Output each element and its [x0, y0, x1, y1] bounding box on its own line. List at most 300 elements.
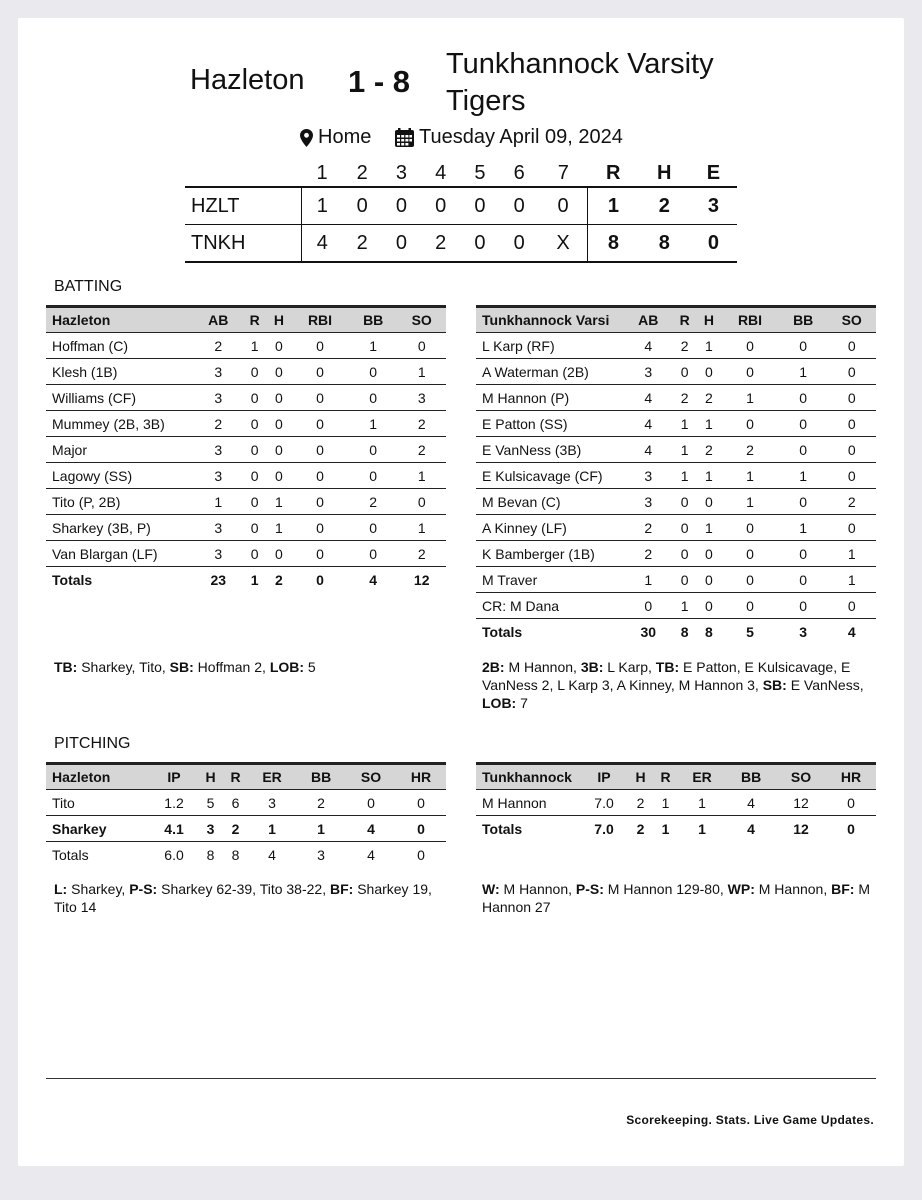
totals-cell: 3 [799, 623, 808, 640]
stat-cell: 0 [291, 463, 349, 489]
table-row [46, 816, 446, 842]
stat-cell: 0 [827, 515, 876, 541]
note-label: LOB: [269, 659, 305, 675]
stat-cell: 0 [291, 333, 349, 359]
stat-cell: 0 [267, 463, 291, 489]
note-text: M Hannon, [504, 659, 581, 675]
stat-cell: 5 [198, 790, 223, 816]
stat-cell: 0 [243, 437, 267, 463]
stat-cell: 0 [697, 359, 721, 385]
stat-cell: 1 [827, 541, 876, 567]
totals-cell: 8 [206, 846, 215, 863]
stat-cell: 0 [673, 489, 697, 515]
stat-cell: 0 [396, 816, 446, 842]
stat-cell: 3 [194, 359, 243, 385]
game-date [395, 126, 623, 149]
totals-cell: 12 [793, 820, 809, 837]
totals-label: Totals [482, 623, 523, 640]
stat-cell: 7.0 [580, 790, 628, 816]
totals-row [476, 619, 876, 645]
stat-cell: 0 [267, 437, 291, 463]
pitching-team-header: Hazleton [46, 764, 150, 790]
column-header: ER [678, 764, 726, 790]
player-name-cell: Sharkey [46, 816, 150, 842]
inning-cell: 0 [500, 225, 539, 263]
table-row [46, 333, 446, 359]
away-pitching-notes [54, 880, 434, 916]
stat-cell: 1 [397, 359, 446, 385]
stat-cell: 4 [624, 385, 673, 411]
totals-cell: 8 [231, 846, 240, 863]
linescore-header-team [185, 160, 302, 187]
totals-cell: 3 [317, 846, 325, 863]
note-label: 2B: [482, 659, 505, 675]
stat-cell: 0 [346, 790, 396, 816]
column-header: HR [396, 764, 446, 790]
inning-header: 4 [435, 161, 447, 184]
stat-cell: 1 [779, 515, 828, 541]
note-text: 7 [516, 695, 528, 711]
line-score-team: HZLT [185, 187, 302, 225]
pitching-team-header: Tunkhannock [476, 764, 580, 790]
column-header: H [198, 764, 223, 790]
stat-cell: 0 [291, 385, 349, 411]
table-row [476, 437, 876, 463]
stat-cell: 0 [267, 333, 291, 359]
stat-cell: 2 [673, 333, 697, 359]
totals-cell: 0 [847, 820, 855, 837]
totals-cell: 23 [210, 571, 227, 588]
stat-cell: 3 [198, 816, 223, 842]
stat-cell: 0 [827, 593, 876, 619]
stat-cell: 3 [624, 463, 673, 489]
stat-cell: 0 [779, 593, 828, 619]
player-name-cell: A Waterman (2B) [476, 359, 624, 385]
table-row [46, 541, 446, 567]
batting-section-title: BATTING [54, 278, 123, 295]
stat-cell: 0 [673, 515, 697, 541]
stat-cell: 2 [194, 411, 243, 437]
stat-cell: 3 [194, 437, 243, 463]
inning-cell: 0 [500, 187, 539, 225]
stat-cell: 0 [267, 411, 291, 437]
column-header: SO [397, 307, 446, 333]
runs-cell: 1 [588, 187, 639, 225]
player-name-cell: Lagowy (SS) [46, 463, 194, 489]
table-row [46, 515, 446, 541]
table-row [476, 790, 876, 816]
player-name-cell: Hoffman (C) [46, 333, 194, 359]
player-name-cell: Klesh (1B) [46, 359, 194, 385]
away-pitching-table [46, 762, 446, 867]
stat-cell: 2 [194, 333, 243, 359]
note-text: M Hannon, [754, 881, 832, 897]
table-row [46, 489, 446, 515]
stat-cell: 1 [779, 359, 828, 385]
player-name-cell: A Kinney (LF) [476, 515, 624, 541]
stat-cell: 1 [827, 567, 876, 593]
stat-cell: 0 [624, 593, 673, 619]
totals-cell: 1 [698, 820, 706, 837]
player-name-cell: Van Blargan (LF) [46, 541, 194, 567]
stat-cell: 2 [397, 411, 446, 437]
pitching-section-title: PITCHING [54, 735, 131, 752]
player-name-cell: M Bevan (C) [476, 489, 624, 515]
stat-cell: 1 [653, 790, 678, 816]
stat-cell: 1 [397, 515, 446, 541]
final-score: 1 - 8 [348, 64, 411, 99]
table-row [46, 463, 446, 489]
home-batting-notes [482, 658, 876, 712]
stat-cell: 0 [243, 489, 267, 515]
inning-cell: 1 [302, 187, 343, 225]
table-row [476, 385, 876, 411]
stat-cell: 1 [673, 437, 697, 463]
totals-label: Totals [52, 846, 89, 863]
column-header: H [697, 307, 721, 333]
stat-cell: 1 [349, 333, 398, 359]
note-text: Sharkey 19, Tito 14 [54, 881, 436, 915]
column-header: R [243, 307, 267, 333]
stat-cell: 0 [291, 489, 349, 515]
stat-cell: 0 [349, 515, 398, 541]
stat-cell: 0 [779, 437, 828, 463]
stat-cell: 2 [349, 489, 398, 515]
stat-cell: 1 [678, 790, 726, 816]
stat-cell: 1 [397, 463, 446, 489]
player-name-cell: CR: M Dana [476, 593, 624, 619]
batting-team-header: Tunkhannock Varsi [476, 307, 624, 333]
note-label: L: [54, 881, 68, 897]
totals-cell: 4 [847, 623, 856, 640]
table-row [46, 385, 446, 411]
stat-cell: 1 [267, 515, 291, 541]
player-name-cell: M Hannon [476, 790, 580, 816]
stat-cell: 0 [291, 359, 349, 385]
totals-cell: 4 [268, 846, 276, 863]
stat-cell: 0 [827, 437, 876, 463]
stat-cell: 2 [397, 541, 446, 567]
stat-cell: 1 [673, 593, 697, 619]
column-header: SO [827, 307, 876, 333]
note-label: BF: [831, 881, 855, 897]
stat-cell: 0 [721, 593, 779, 619]
calendar-icon [395, 128, 414, 147]
note-text: 5 [304, 659, 316, 675]
totals-cell: 4 [369, 571, 378, 588]
away-batting-table [46, 305, 446, 592]
stat-cell: 2 [697, 385, 721, 411]
note-label: SB: [762, 677, 787, 693]
table-row [46, 411, 446, 437]
player-name-cell: E Patton (SS) [476, 411, 624, 437]
note-label: BF: [329, 881, 354, 897]
note-text: L Karp, [603, 659, 656, 675]
stat-cell: 0 [349, 385, 398, 411]
stat-cell: 1 [779, 463, 828, 489]
totals-cell: 7.0 [594, 820, 614, 837]
stat-cell: 1 [721, 385, 779, 411]
note-text: Sharkey, [67, 881, 130, 897]
stat-cell: 0 [721, 333, 779, 359]
stat-cell: 2 [697, 437, 721, 463]
stat-cell: 0 [697, 489, 721, 515]
stat-cell: 0 [779, 541, 828, 567]
hits-header: H [657, 161, 672, 184]
stat-cell: 0 [721, 411, 779, 437]
stat-cell: 0 [827, 333, 876, 359]
stat-cell: 0 [291, 437, 349, 463]
stat-cell: 0 [243, 463, 267, 489]
stat-cell: 3 [624, 489, 673, 515]
totals-cell: 4 [367, 846, 375, 863]
stat-cell: 0 [827, 385, 876, 411]
column-header: IP [580, 764, 628, 790]
inning-header: 2 [356, 161, 368, 184]
column-header: HR [826, 764, 876, 790]
totals-cell: 6.0 [164, 846, 184, 863]
player-name-cell: Mummey (2B, 3B) [46, 411, 194, 437]
boxscore-page [18, 18, 904, 1166]
totals-label: Totals [52, 571, 93, 588]
stat-cell: 0 [779, 333, 828, 359]
stat-cell: 0 [397, 333, 446, 359]
column-header: ER [248, 764, 296, 790]
home-batting-table [476, 305, 876, 644]
stat-cell: 1 [697, 333, 721, 359]
column-header: RBI [721, 307, 779, 333]
stat-cell: 2 [624, 541, 673, 567]
note-text: M Hannon 129-80, [603, 881, 728, 897]
column-header: AB [194, 307, 243, 333]
totals-cell: 12 [413, 571, 430, 588]
stat-cell: 4 [346, 816, 396, 842]
note-label: LOB: [482, 695, 517, 711]
stat-cell: 2 [397, 437, 446, 463]
line-score-table [185, 160, 737, 263]
stat-cell: 1 [673, 411, 697, 437]
inning-cell: 0 [382, 187, 421, 225]
stat-cell: 0 [243, 515, 267, 541]
player-name-cell: Tito [46, 790, 150, 816]
map-pin-icon [300, 129, 313, 147]
away-team-name: Hazleton [190, 64, 305, 96]
stat-cell: 1 [267, 489, 291, 515]
home-pitching-notes [482, 880, 876, 916]
column-header: H [628, 764, 653, 790]
stat-cell: 1 [248, 816, 296, 842]
inning-cell: 0 [343, 187, 382, 225]
totals-cell: 2 [636, 820, 645, 837]
stat-cell: 0 [397, 489, 446, 515]
note-label: W: [482, 881, 500, 897]
inning-cell: 2 [421, 225, 460, 263]
totals-cell: 1 [661, 820, 670, 837]
stat-cell: 3 [194, 515, 243, 541]
footer-tagline: Scorekeeping. Stats. Live Game Updates. [626, 1113, 874, 1127]
stat-cell: 0 [673, 541, 697, 567]
stat-cell: 0 [349, 541, 398, 567]
totals-cell: 0 [316, 571, 324, 588]
stat-cell: 0 [243, 541, 267, 567]
table-row [46, 790, 446, 816]
table-row [476, 489, 876, 515]
note-label: TB: [655, 659, 680, 675]
stat-cell: 0 [267, 385, 291, 411]
note-text: M Hannon, [499, 881, 576, 897]
note-text: M Hannon 27 [482, 881, 874, 915]
inning-header: 7 [557, 161, 569, 184]
table-row [476, 333, 876, 359]
inning-header: 1 [316, 161, 328, 184]
stat-cell: 3 [194, 463, 243, 489]
player-name-cell: M Traver [476, 567, 624, 593]
runs-header: R [606, 161, 621, 184]
totals-cell: 5 [746, 623, 754, 640]
player-name-cell: E VanNess (3B) [476, 437, 624, 463]
totals-cell: 1 [250, 571, 259, 588]
stat-cell: 0 [721, 359, 779, 385]
stat-cell: 0 [827, 411, 876, 437]
table-row [476, 593, 876, 619]
stat-cell: 3 [397, 385, 446, 411]
totals-cell: 2 [275, 571, 283, 588]
inning-cell: 4 [302, 225, 343, 263]
errors-cell: 3 [690, 187, 737, 225]
home-pitching-table [476, 762, 876, 841]
stat-cell: 1 [243, 333, 267, 359]
stat-cell: 0 [396, 790, 446, 816]
stat-cell: 2 [721, 437, 779, 463]
stat-cell: 1 [697, 515, 721, 541]
totals-label: Totals [482, 820, 523, 837]
stat-cell: 2 [296, 790, 346, 816]
table-row [476, 411, 876, 437]
date-text: Tuesday April 09, 2024 [419, 126, 623, 148]
stat-cell: 2 [628, 790, 653, 816]
note-text: Hoffman 2, [193, 659, 270, 675]
stat-cell: 4 [624, 437, 673, 463]
table-row [476, 541, 876, 567]
column-header: AB [624, 307, 673, 333]
stat-cell: 0 [826, 790, 876, 816]
stat-cell: 4.1 [150, 816, 198, 842]
inning-cell: 0 [539, 187, 588, 225]
inning-header: 5 [474, 161, 486, 184]
inning-cell: 0 [460, 187, 499, 225]
stat-cell: 12 [776, 790, 826, 816]
column-header: SO [346, 764, 396, 790]
stat-cell: 0 [349, 359, 398, 385]
player-name-cell: Tito (P, 2B) [46, 489, 194, 515]
totals-row [476, 816, 876, 842]
stat-cell: 1 [194, 489, 243, 515]
inning-cell: X [539, 225, 588, 263]
inning-cell: 0 [382, 225, 421, 263]
stat-cell: 3 [194, 385, 243, 411]
stat-cell: 4 [726, 790, 776, 816]
table-row [46, 359, 446, 385]
table-row [476, 463, 876, 489]
stat-cell: 2 [827, 489, 876, 515]
note-text: Sharkey 62-39, Tito 38-22, [157, 881, 330, 897]
stat-cell: 3 [194, 541, 243, 567]
table-row [46, 437, 446, 463]
stat-cell: 1 [721, 489, 779, 515]
stat-cell: 0 [721, 541, 779, 567]
note-label: SB: [169, 659, 194, 675]
table-row [476, 359, 876, 385]
column-header: R [653, 764, 678, 790]
inning-cell: 0 [421, 187, 460, 225]
line-score-row [185, 225, 737, 263]
inning-header: 6 [513, 161, 525, 184]
errors-header: E [706, 161, 721, 184]
note-text: E VanNess, [786, 677, 868, 693]
column-header: SO [776, 764, 826, 790]
stat-cell: 0 [827, 463, 876, 489]
player-name-cell: Williams (CF) [46, 385, 194, 411]
stat-cell: 0 [349, 437, 398, 463]
line-score-row [185, 187, 737, 225]
note-label: WP: [727, 881, 755, 897]
stat-cell: 3 [624, 359, 673, 385]
totals-cell: 4 [747, 820, 755, 837]
game-location [300, 126, 371, 149]
column-header: R [673, 307, 697, 333]
stat-cell: 1 [697, 411, 721, 437]
totals-cell: 8 [705, 623, 713, 640]
stat-cell: 2 [223, 816, 248, 842]
batting-team-header: Hazleton [46, 307, 194, 333]
note-label: TB: [54, 659, 78, 675]
note-label: P-S: [575, 881, 604, 897]
player-name-cell: E Kulsicavage (CF) [476, 463, 624, 489]
stat-cell: 0 [779, 567, 828, 593]
stat-cell: 0 [827, 359, 876, 385]
inning-header: 3 [395, 161, 407, 184]
player-name-cell: L Karp (RF) [476, 333, 624, 359]
hits-cell: 2 [639, 187, 690, 225]
stat-cell: 0 [697, 593, 721, 619]
stat-cell: 1 [721, 463, 779, 489]
away-batting-notes [54, 658, 434, 676]
column-header: H [267, 307, 291, 333]
stat-cell: 0 [267, 541, 291, 567]
inning-cell: 2 [343, 225, 382, 263]
column-header: BB [349, 307, 398, 333]
note-label: P-S: [129, 881, 158, 897]
stat-cell: 1 [697, 463, 721, 489]
stat-cell: 0 [267, 359, 291, 385]
column-header: RBI [291, 307, 349, 333]
column-header: BB [726, 764, 776, 790]
stat-cell: 1 [349, 411, 398, 437]
stat-cell: 2 [624, 515, 673, 541]
stat-cell: 0 [697, 541, 721, 567]
stat-cell: 0 [673, 567, 697, 593]
stat-cell: 0 [243, 359, 267, 385]
stat-cell: 0 [243, 385, 267, 411]
stat-cell: 0 [779, 385, 828, 411]
player-name-cell: K Bamberger (1B) [476, 541, 624, 567]
note-text: Sharkey, Tito, [77, 659, 170, 675]
footer-divider [46, 1078, 876, 1079]
stat-cell: 0 [291, 541, 349, 567]
stat-cell: 0 [721, 567, 779, 593]
totals-cell: 0 [417, 846, 425, 863]
stat-cell: 0 [779, 411, 828, 437]
